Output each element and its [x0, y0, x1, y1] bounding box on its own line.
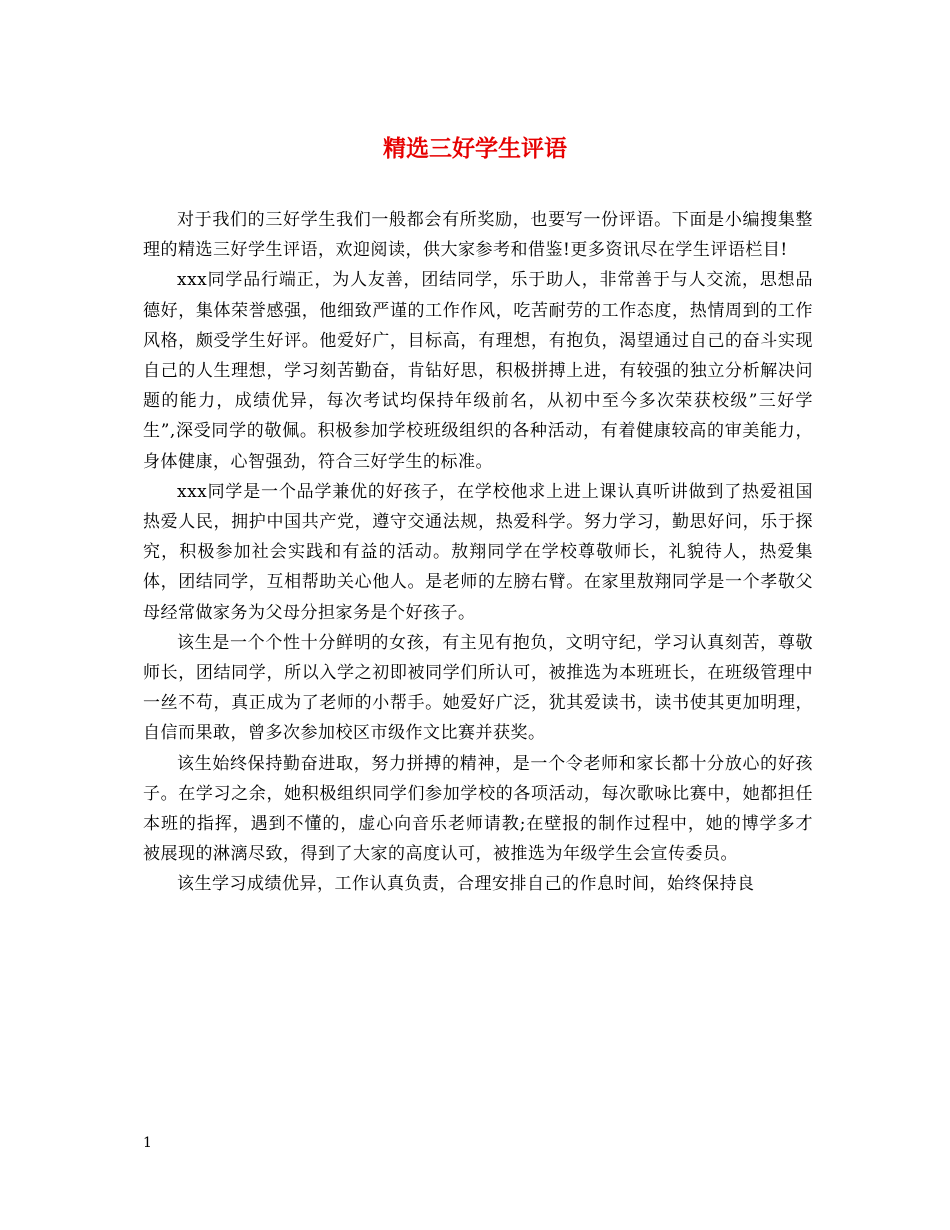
document-body [143, 205, 813, 900]
paragraph-comment-3: 该生是一个个性十分鲜明的女孩，有主见有抱负，文明守纪，学习认真刻苦，尊敬师长，团结同学，所以入学之初即被同学们所认可，被推选为本班班长，在班级管理中一丝不苟，真正成为了老师的小帮手。她爱好广泛，犹其爱读书，读书使其更加明理，自信而果敢，曾多次参加校区市级作文比赛并获奖。 [143, 632, 813, 744]
paragraph-comment-5: 该生学习成绩优异，工作认真负责，合理安排自己的作息时间，始终保持良 [177, 874, 755, 895]
paragraph-intro: 对于我们的三好学生我们一般都会有所奖励，也要写一份评语。下面是小编搜集整理的精选三好学生评语，欢迎阅读，供大家参考和借鉴!更多资讯尽在学生评语栏目! [143, 210, 813, 261]
document-title: 精选三好学生评语 [383, 135, 567, 162]
page-number: 1 [143, 1135, 152, 1151]
paragraph-comment-4: 该生始终保持勤奋进取，努力拼搏的精神，是一个令老师和家长都十分放心的好孩子。在学习之余，她积极组织同学们参加学校的各项活动，每次歌咏比赛中，她都担任本班的指挥，遇到不懂的，虚心向音乐老师请教;在壁报的制作过程中，她的博学多才被展现的淋漓尽致，得到了大家的高度认可，被推选为年级学生会宣传委员。 [143, 753, 813, 865]
paragraph-comment-2: xxx同学是一个品学兼优的好孩子，在学校他求上进上课认真听讲做到了热爱祖国热爱人民，拥护中国共产党，遵守交通法规，热爱科学。努力学习，勤思好问，乐于探究，积极参加社会实践和有益的活动。敖翔同学在学校尊敬师长，礼貌待人，热爱集体，团结同学，互相帮助关心他人。是老师的左膀右臂。在家里敖翔同学是一个孝敬父母经常做家务为父母分担家务是个好孩子。 [143, 481, 813, 623]
paragraph-comment-1: xxx同学品行端正，为人友善，团结同学，乐于助人，非常善于与人交流，思想品德好，集体荣誉感强，他细致严谨的工作作风，吃苦耐劳的工作态度，热情周到的工作风格，颇受学生好评。他爱好广，目标高，有理想，有抱负，渴望通过自己的奋斗实现自己的人生理想，学习刻苦勤奋，肯钻好思，积极拼搏上进，有较强的独立分析解决问题的能力，成绩优异，每次考试均保持年级前名，从初中至今多次荣获校级”三好学生”,深受同学的敬佩。积极参加学校班级组织的各种活动，有着健康较高的审美能力，身体健康，心智强劲，符合三好学生的标准。 [143, 270, 813, 472]
